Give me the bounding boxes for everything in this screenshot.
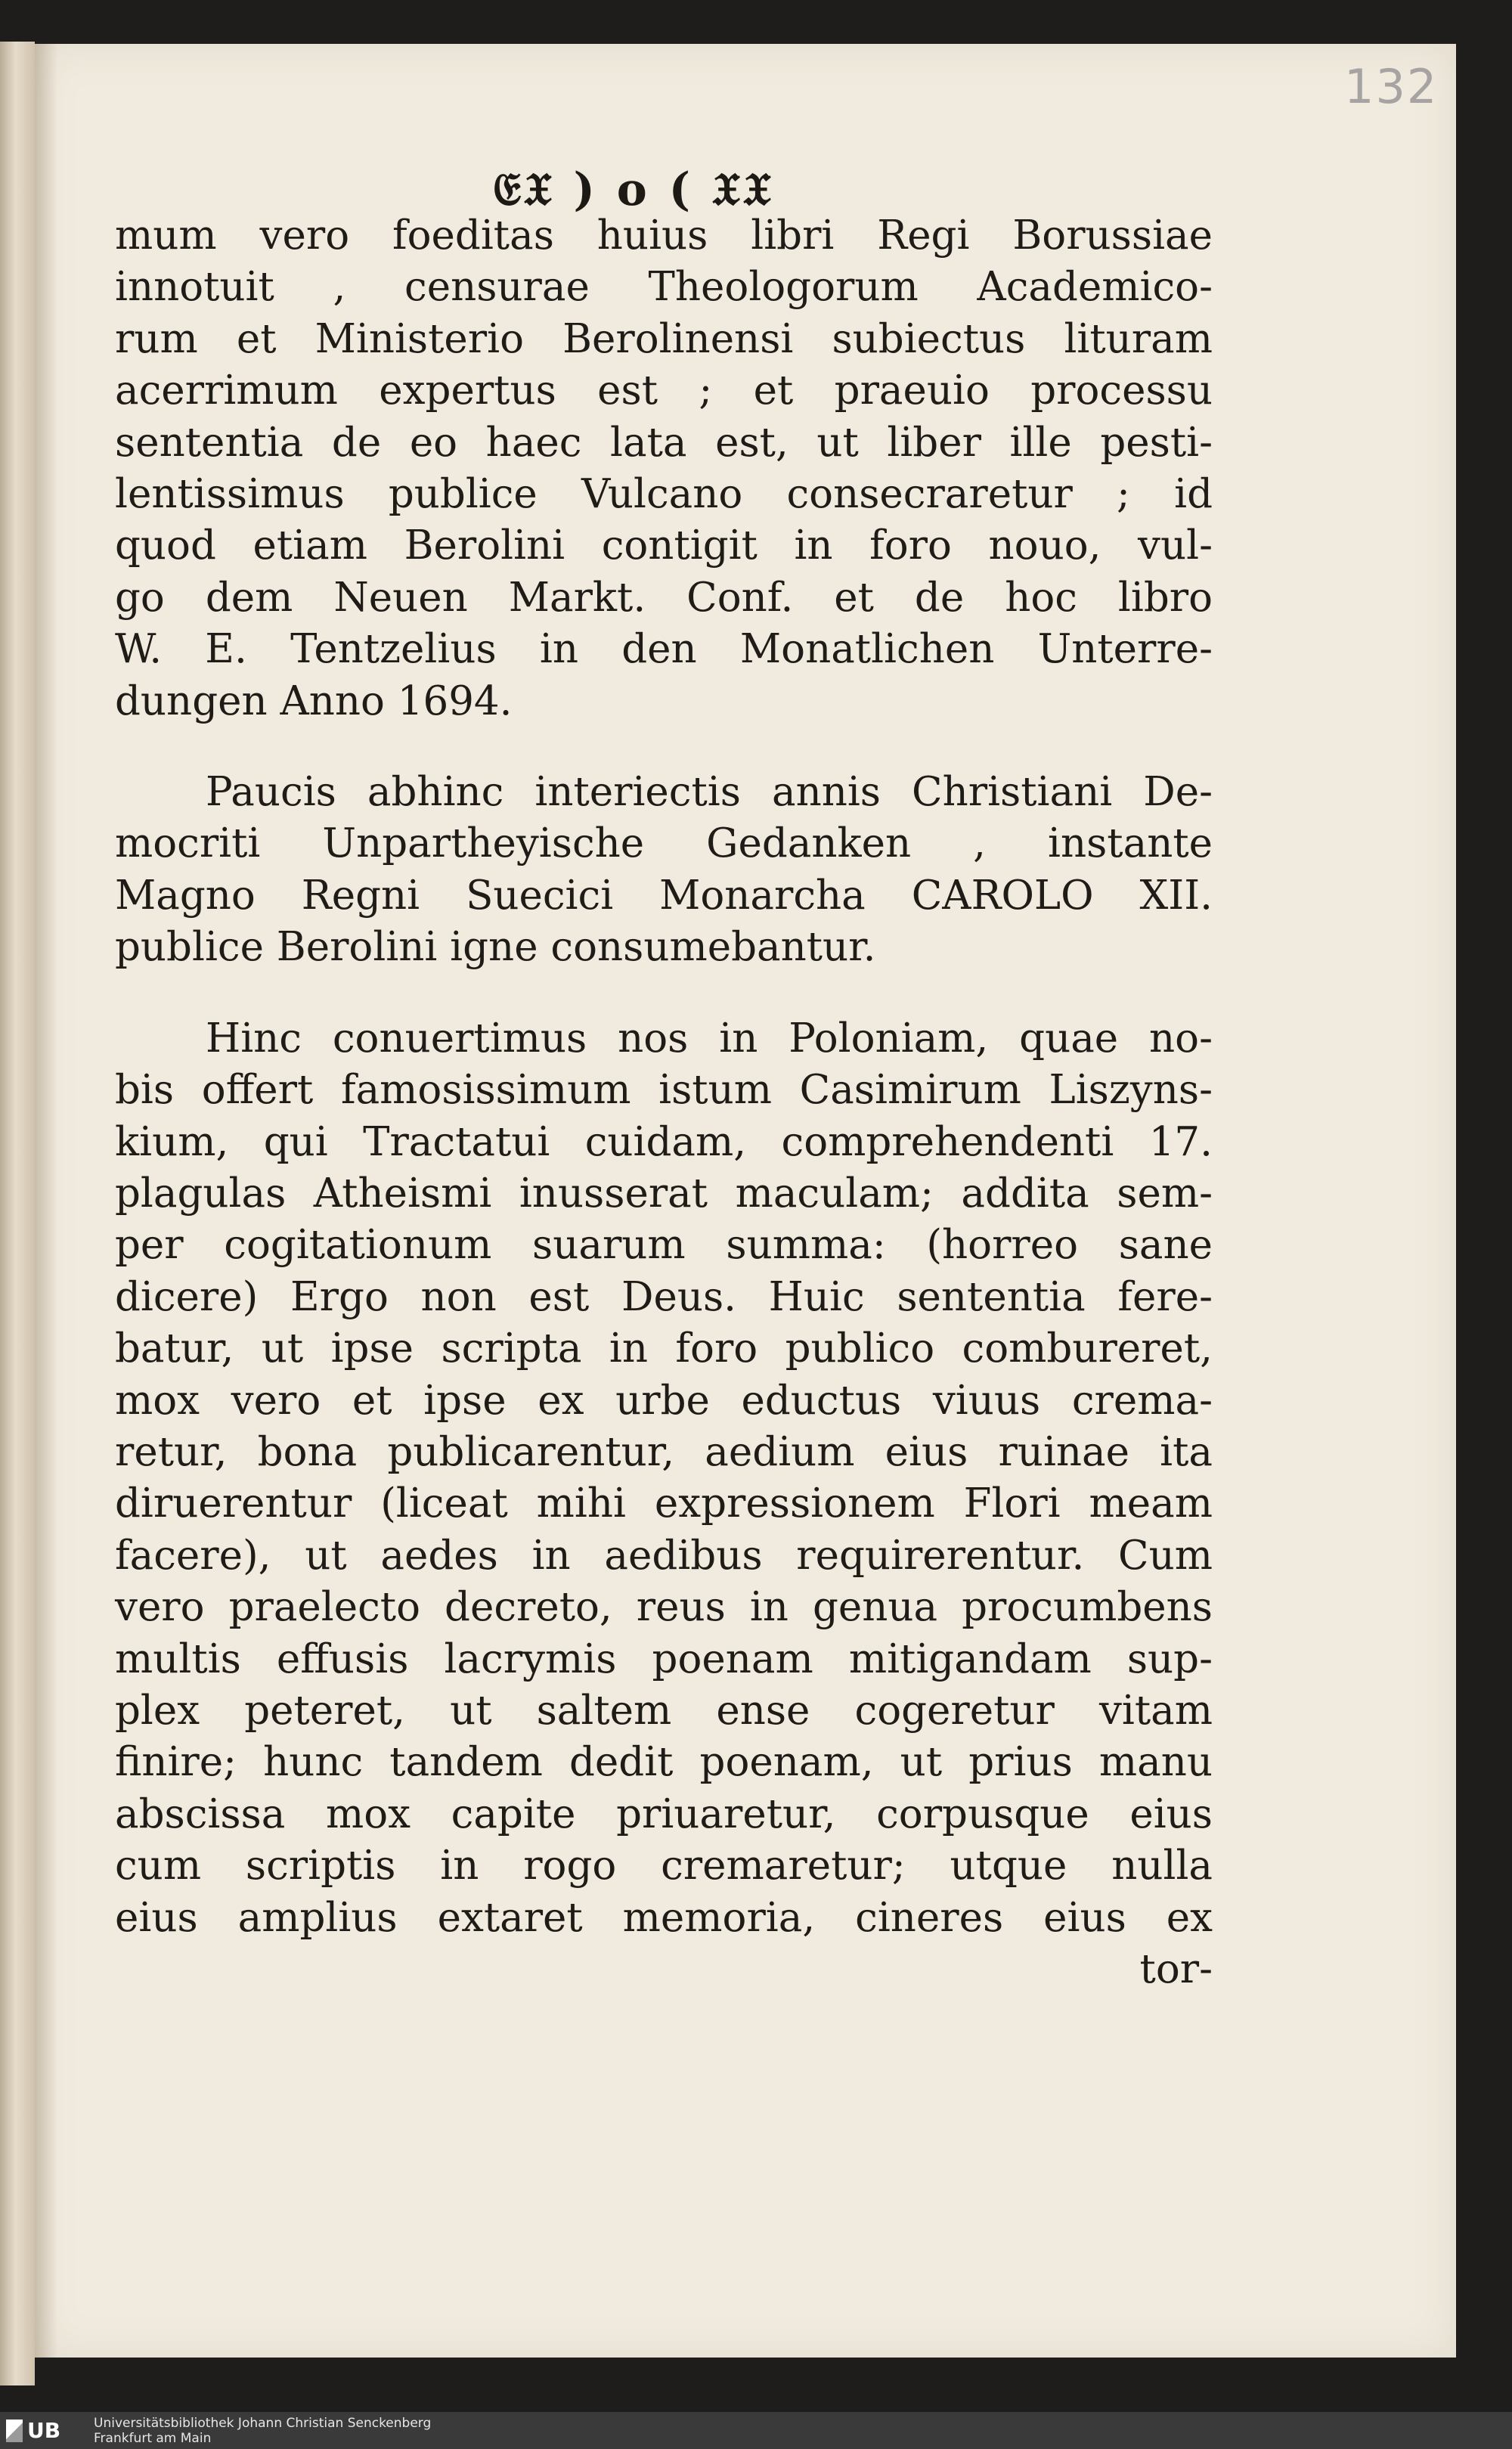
text-line: finire; hunc tandem dedit poenam, ut prius manu bbox=[115, 1739, 1213, 1786]
library-logo bbox=[6, 2417, 85, 2444]
body-text bbox=[115, 210, 1213, 1995]
text-line: retur, bona publicarentur, aedium eius ruinae ita bbox=[115, 1428, 1213, 1475]
text-line: quod etiam Berolini contigit in foro nouo, vul- bbox=[115, 522, 1213, 569]
text-line: multis effusis lacrymis poenam mitigandam sup- bbox=[115, 1635, 1213, 1682]
facing-page-edge bbox=[0, 42, 35, 2385]
running-head: 𝔈𝔛 ) o ( 𝔛𝔛 bbox=[493, 163, 774, 216]
text-line: sententia de eo haec lata est, ut liber ille pesti- bbox=[115, 419, 1213, 466]
folio-number: 132 bbox=[1344, 59, 1439, 114]
institution-name bbox=[94, 2416, 431, 2446]
text-line: mox vero et ipse ex urbe eductus viuus crema- bbox=[115, 1377, 1213, 1424]
text-line: go dem Neuen Markt. Conf. et de hoc libro bbox=[115, 574, 1213, 621]
text-line: mocriti Unpartheyische Gedanken , instante bbox=[115, 820, 1213, 867]
text-line: bis offert famosissimum istum Casimirum Liszyns- bbox=[115, 1067, 1213, 1114]
text-line: rum et Ministerio Berolinensi subiectus lituram bbox=[115, 315, 1213, 362]
text-line: innotuit , censurae Theologorum Academico- bbox=[115, 264, 1213, 311]
text-line: diruerentur (liceat mihi expressionem Flori meam bbox=[115, 1480, 1213, 1527]
institution-line-2: Frankfurt am Main bbox=[94, 2430, 212, 2446]
text-line: mum vero foeditas huius libri Regi Borussiae bbox=[115, 212, 1213, 259]
text-line: plex peteret, ut saltem ense cogeretur vitam bbox=[115, 1687, 1213, 1734]
text-line: Hinc conuertimus nos in Poloniam, quae no- bbox=[206, 1015, 1213, 1062]
text-line: dungen Anno 1694. bbox=[115, 677, 513, 724]
library-logo-icon bbox=[6, 2420, 23, 2442]
institution-line-1: Universitätsbibliothek Johann Christian Senckenberg bbox=[94, 2415, 432, 2431]
paragraph-3 bbox=[115, 1013, 1213, 1996]
text-line: per cogitationum suarum summa: (horreo sane bbox=[115, 1222, 1213, 1269]
text-line: vero praelecto decreto, reus in genua procumbens bbox=[115, 1584, 1213, 1631]
catchword: tor- bbox=[1139, 1946, 1213, 1992]
paragraph-2 bbox=[115, 767, 1213, 974]
text-line: Magno Regni Suecici Monarcha CAROLO XII. bbox=[115, 872, 1213, 919]
paragraph-1 bbox=[115, 210, 1213, 727]
text-line: acerrimum expertus est ; et praeuio processu bbox=[115, 367, 1213, 414]
text-line: publice Berolini igne consumebantur. bbox=[115, 924, 876, 971]
text-line: facere), ut aedes in aedibus requirerentur. Cum bbox=[115, 1532, 1213, 1579]
text-line: abscissa mox capite priuaretur, corpusque eius bbox=[115, 1790, 1213, 1837]
library-footer bbox=[0, 2412, 1512, 2449]
text-line: W. E. Tentzelius in den Monatlichen Unterre- bbox=[115, 626, 1213, 673]
text-line: plagulas Atheismi inusserat maculam; addita sem- bbox=[115, 1170, 1213, 1217]
text-line: dicere) Ergo non est Deus. Huic sententia fere- bbox=[115, 1273, 1213, 1320]
text-line: eius amplius extaret memoria, cineres eius ex bbox=[115, 1894, 1213, 1941]
text-line: batur, ut ipse scripta in foro publico combureret, bbox=[115, 1325, 1213, 1372]
text-line: lentissimus publice Vulcano consecraretur ; id bbox=[115, 471, 1213, 518]
text-line: cum scriptis in rogo cremaretur; utque nulla bbox=[115, 1843, 1213, 1889]
library-logo-text: UB bbox=[27, 2418, 61, 2443]
text-line: kium, qui Tractatui cuidam, comprehendenti 17. bbox=[115, 1118, 1213, 1165]
text-line: Paucis abhinc interiectis annis Christiani De- bbox=[206, 769, 1213, 816]
